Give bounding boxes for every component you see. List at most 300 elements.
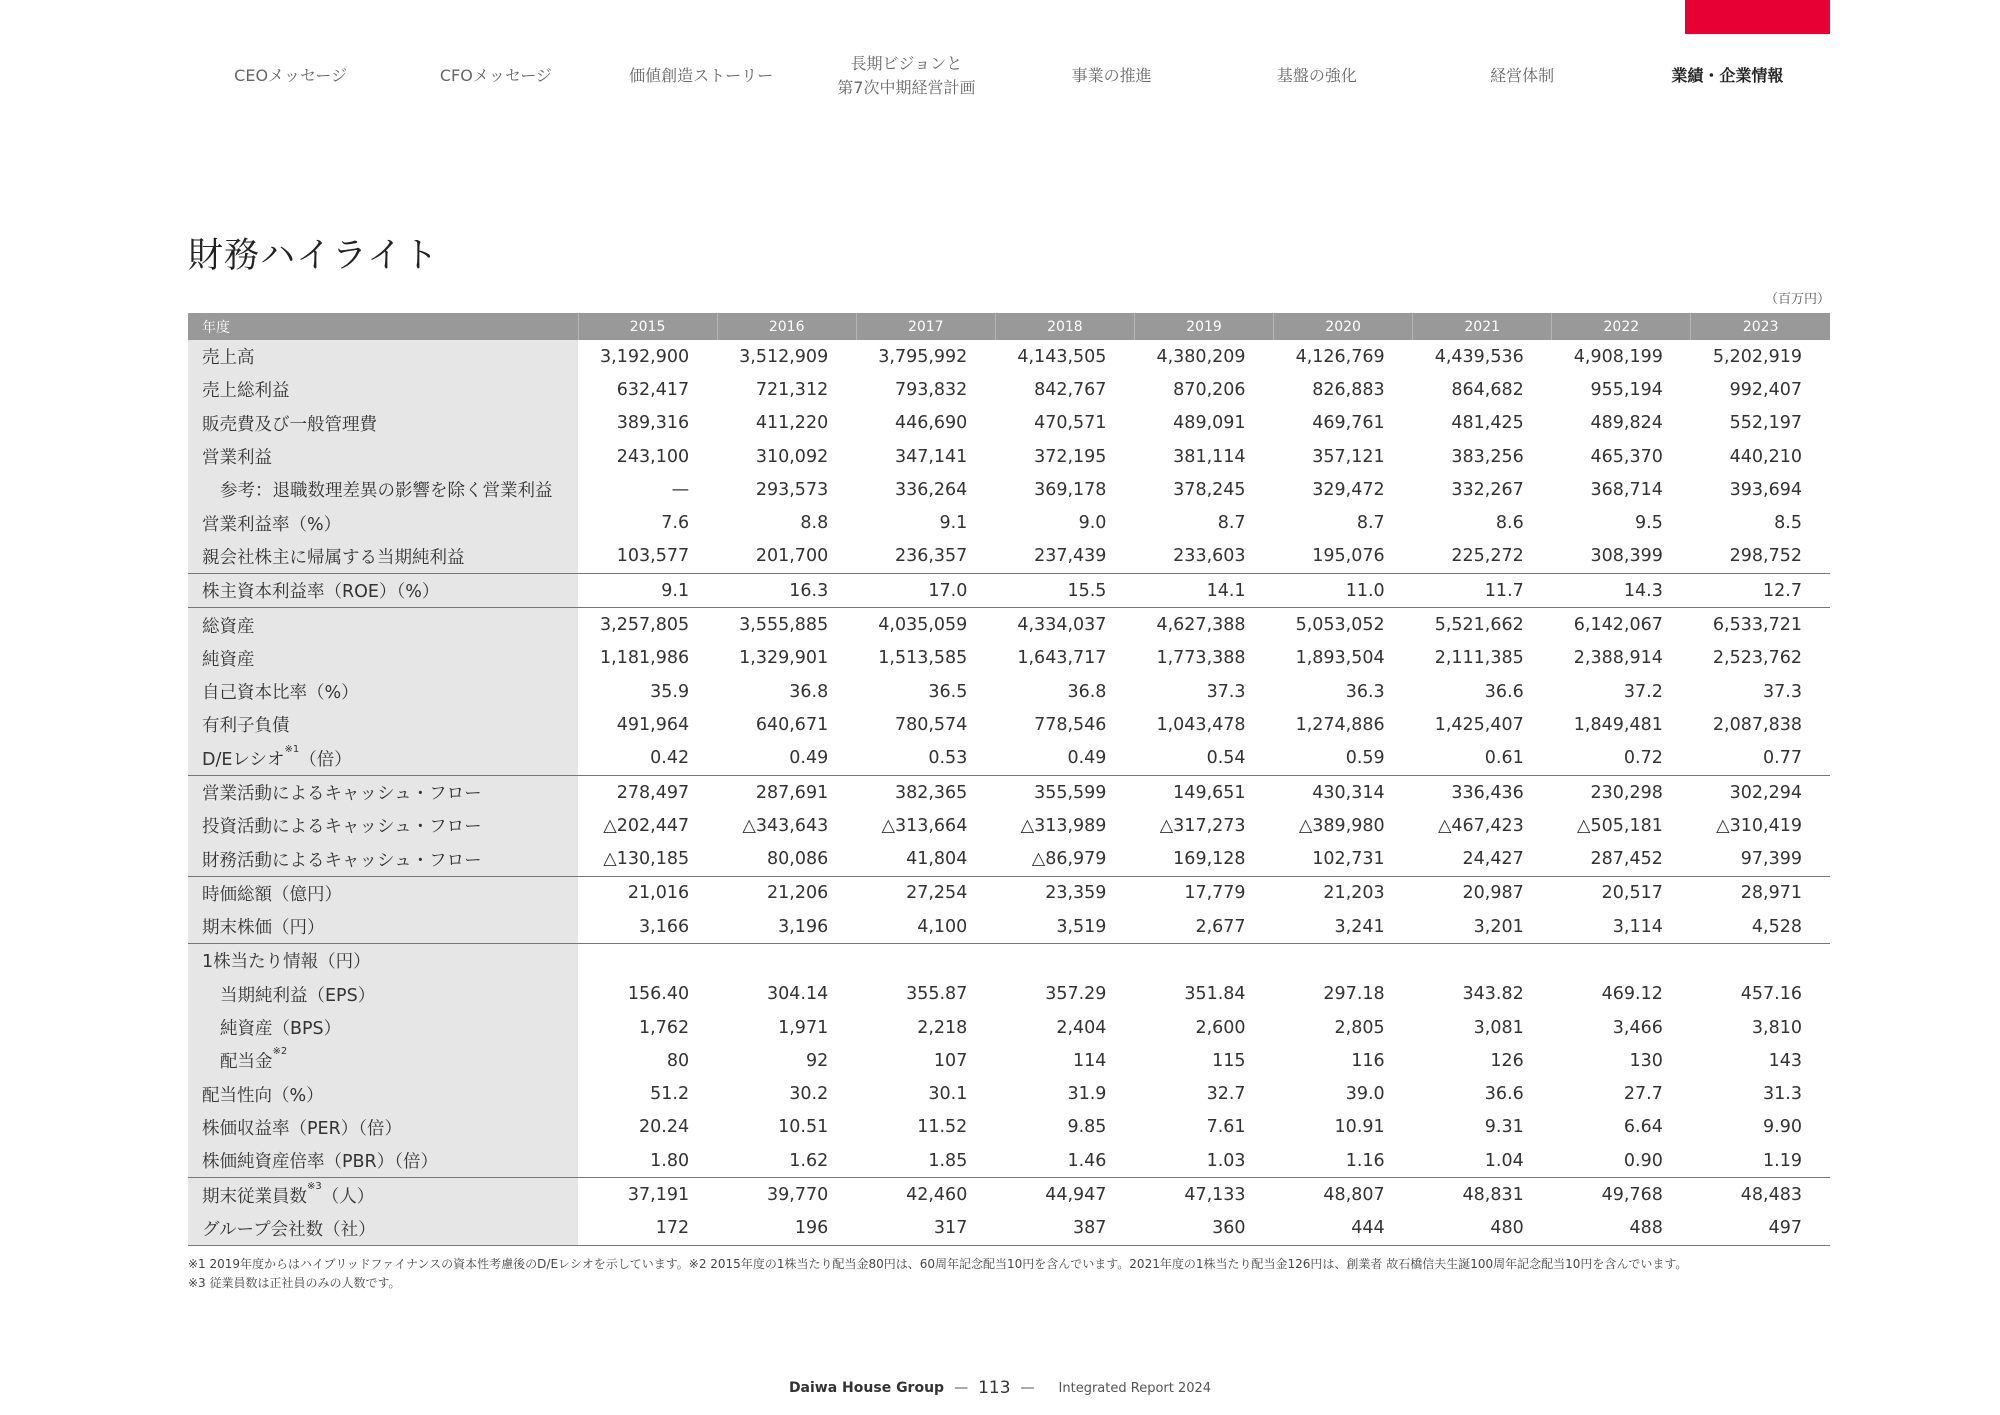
table-cell: 3,201 [1413, 910, 1552, 944]
table-row [188, 1178, 1830, 1212]
table-cell: 381,114 [1173, 446, 1246, 467]
table-cell: 355,599 [1034, 782, 1107, 803]
footer-brand: Daiwa House Group [788, 1380, 945, 1396]
table-cell: 992,407 [1729, 379, 1802, 400]
table-cell: 497 [1691, 1212, 1830, 1246]
table-cell: 9.90 [1763, 1117, 1802, 1138]
table-cell: 21,016 [627, 883, 690, 904]
table-row [188, 407, 1830, 440]
table-cell: 35.9 [650, 681, 690, 702]
table-cell: 7.61 [1206, 1117, 1246, 1138]
table-cell: 369,178 [1034, 479, 1107, 500]
table-cell: 36.6 [1484, 681, 1524, 702]
nav-item-2[interactable]: CFOメッセージ [439, 66, 552, 85]
table-cell: 36.6 [1484, 1084, 1524, 1105]
header-year: 2017 [856, 313, 995, 340]
row-label-text: 財務活動によるキャッシュ・フロー [202, 850, 482, 871]
table-cell: 12.7 [1691, 574, 1830, 608]
table-cell: 278,497 [616, 782, 690, 803]
table-cell: 0.42 [578, 742, 717, 776]
row-label-text: 純資産（BPS） [220, 1019, 342, 1040]
table-cell: 302,294 [1729, 782, 1802, 803]
table-cell: 351.84 [1184, 984, 1246, 1005]
row-label [188, 876, 578, 910]
table-cell: 1,425,407 [1434, 714, 1524, 735]
table-cell: 30.2 [789, 1084, 829, 1105]
table-cell: 114 [1073, 1050, 1107, 1071]
table-cell: 11.7 [1413, 574, 1552, 608]
row-label [188, 809, 578, 842]
table-cell: 329,472 [1312, 479, 1385, 500]
table-cell: 3,081 [1473, 1017, 1524, 1038]
table-cell: 1,643,717 [1017, 648, 1107, 669]
table-cell: 3,192,900 [600, 346, 690, 367]
table-cell: 1,849,481 [1573, 714, 1663, 735]
table-cell: 20,987 [1462, 883, 1524, 904]
header-year: 2022 [1552, 313, 1691, 340]
table-cell: 470,571 [1034, 413, 1107, 434]
row-label-text: 親会社株主に帰属する当期純利益 [202, 547, 465, 568]
table-cell: 336,264 [894, 479, 968, 500]
table-cell: 27.7 [1623, 1084, 1663, 1105]
table-cell: 430,314 [1312, 782, 1385, 803]
table-cell: 640,671 [755, 714, 829, 735]
table-row [188, 1011, 1830, 1044]
header-year: 2019 [1134, 313, 1273, 340]
row-label-text: 参考：退職数理差異の影響を除く営業利益 [220, 481, 553, 502]
footnote-1: ※1 2019年度からはハイブリッドファイナンスの資本性考慮後のD/Eレシオを示しています。※2 2015年度の1株当たり配当金80円は、60周年記念配当10円を含んでいます。2021年度の1株当たり配当金126円は、創業者 故石橋信夫生誕100周年記念配当10円を含んでいます。 [188, 1257, 1688, 1271]
header-year: 2018 [995, 313, 1134, 340]
table-cell: 196 [717, 1212, 856, 1246]
table-cell [1413, 944, 1552, 978]
table-cell: 2,600 [1195, 1017, 1246, 1038]
row-label [188, 642, 578, 675]
row-label-text: 期末株価（円） [202, 918, 325, 939]
row-label-text: 株価収益率（PER）（倍） [202, 1118, 403, 1139]
table-cell: 308,399 [1552, 540, 1691, 574]
table-cell: 2,677 [1134, 910, 1273, 944]
table-cell: 2,805 [1334, 1017, 1385, 1038]
row-label [188, 473, 578, 506]
table-cell [1134, 944, 1273, 978]
table-cell: 469.12 [1601, 984, 1663, 1005]
table-cell: 1,043,478 [1156, 714, 1246, 735]
table-row [188, 708, 1830, 741]
table-cell: 156.40 [627, 984, 690, 1005]
table-cell: 130 [1629, 1050, 1663, 1071]
nav-item-1[interactable]: CEOメッセージ [234, 66, 348, 85]
table-cell: 411,220 [755, 413, 829, 434]
table-cell: 4,627,388 [1156, 615, 1246, 636]
table-row [188, 809, 1830, 842]
table-cell: 36.8 [1067, 681, 1107, 702]
table-cell: 102,731 [1274, 842, 1413, 876]
table-cell: 49,768 [1601, 1185, 1663, 1206]
table-cell: 126 [1490, 1050, 1524, 1071]
table-cell: 4,908,199 [1573, 346, 1663, 367]
table-cell: 444 [1274, 1212, 1413, 1246]
table-cell: 955,194 [1590, 379, 1663, 400]
table-cell: 389,316 [616, 413, 690, 434]
table-cell: 457.16 [1740, 984, 1802, 1005]
table-cell: 8.5 [1774, 513, 1802, 534]
table-cell: 8.8 [800, 513, 829, 534]
table-cell: △310,419 [1716, 815, 1802, 836]
table-cell: △467,423 [1437, 815, 1524, 836]
table-cell: 8.7 [1217, 513, 1246, 534]
row-label [188, 978, 578, 1011]
table-cell: 336,436 [1451, 782, 1524, 803]
table-cell: 1,181,986 [600, 648, 690, 669]
table-cell: 30.1 [928, 1084, 968, 1105]
table-cell: 778,546 [1034, 714, 1107, 735]
table-row [188, 574, 1830, 608]
table-cell: 1,329,901 [739, 648, 829, 669]
table-cell: 3,795,992 [878, 346, 968, 367]
row-label-text: 有利子負債 [202, 716, 290, 737]
table-cell: 0.53 [856, 742, 995, 776]
table-cell: 4,439,536 [1434, 346, 1524, 367]
table-row [188, 373, 1830, 406]
table-cell: 143 [1768, 1050, 1802, 1071]
table-cell: 1.19 [1691, 1144, 1830, 1178]
table-cell: 387 [995, 1212, 1134, 1246]
table-cell: 293,573 [755, 479, 829, 500]
row-label-text: 配当性向（%） [202, 1085, 324, 1106]
table-cell: 48,831 [1462, 1185, 1524, 1206]
table-cell: 1,762 [639, 1017, 690, 1038]
table-cell: 7.6 [661, 513, 690, 534]
table-cell: 552,197 [1729, 413, 1802, 434]
table-cell: 6,142,067 [1573, 615, 1663, 636]
footnote-marker: ※2 [272, 1046, 288, 1058]
table-cell: 6.64 [1623, 1117, 1663, 1138]
table-cell: 780,574 [894, 714, 968, 735]
table-cell: 382,365 [894, 782, 968, 803]
table-row [188, 642, 1830, 675]
table-cell: 1.85 [856, 1144, 995, 1178]
row-label [188, 842, 578, 876]
table-cell: 17.0 [856, 574, 995, 608]
table-row [188, 340, 1830, 373]
table-cell: 465,370 [1590, 446, 1663, 467]
row-label [188, 1178, 578, 1212]
table-cell: 8.6 [1495, 513, 1524, 534]
nav-item-5[interactable]: 事業の推進 [1071, 66, 1152, 85]
table-cell [578, 944, 717, 978]
table-cell: 80 [666, 1050, 690, 1071]
row-label [188, 608, 578, 642]
table-cell: 489,824 [1590, 413, 1663, 434]
row-label [188, 910, 578, 944]
table-cell: 10.51 [778, 1117, 829, 1138]
table-cell: 355.87 [906, 984, 968, 1005]
row-label [188, 1111, 578, 1144]
table-cell: 3,512,909 [739, 346, 829, 367]
table-cell: 3,810 [1751, 1017, 1802, 1038]
table-cell: 440,210 [1729, 446, 1802, 467]
table-cell: 31.9 [1067, 1084, 1107, 1105]
table-cell: 3,241 [1274, 910, 1413, 944]
table-cell: 310,092 [755, 446, 829, 467]
table-row [188, 540, 1830, 574]
table-cell: 169,128 [1134, 842, 1273, 876]
table-cell: 304.14 [766, 984, 829, 1005]
table-cell: 36.5 [928, 681, 968, 702]
row-label-text: 売上総利益 [202, 381, 290, 402]
row-label-text: 1株当たり情報（円） [202, 952, 371, 973]
table-cell: 2,087,838 [1712, 714, 1802, 735]
table-cell: 317 [856, 1212, 995, 1246]
row-label [188, 574, 578, 608]
nav-item-3[interactable]: 価値創造ストーリー [629, 66, 774, 85]
table-cell: 9.85 [1067, 1117, 1107, 1138]
table-cell: 0.49 [717, 742, 856, 776]
table-cell: 16.3 [717, 574, 856, 608]
table-cell: 9.1 [939, 513, 968, 534]
table-cell: 3,519 [995, 910, 1134, 944]
table-cell: 8.7 [1356, 513, 1385, 534]
table-row [188, 608, 1830, 642]
table-cell: 4,126,769 [1295, 346, 1385, 367]
table-cell: 149,651 [1173, 782, 1246, 803]
table-cell: 3,257,805 [600, 615, 690, 636]
row-label-text: 投資活動によるキャッシュ・フロー [202, 817, 482, 838]
table-cell: 243,100 [616, 446, 690, 467]
row-label-text: 営業活動によるキャッシュ・フロー [202, 784, 482, 804]
table-cell: 9.1 [578, 574, 717, 608]
table-cell: 36.8 [789, 681, 829, 702]
row-label [188, 742, 578, 776]
table-cell: 864,682 [1451, 379, 1524, 400]
financial-highlights-table [188, 313, 1830, 1246]
header-year: 2015 [578, 313, 717, 340]
table-cell: 372,195 [1034, 446, 1107, 467]
table-cell: 116 [1351, 1050, 1385, 1071]
table-row [188, 1078, 1830, 1111]
row-label-text: 営業利益率（%） [202, 514, 342, 535]
table-cell: 172 [578, 1212, 717, 1246]
header-year: 2023 [1691, 313, 1830, 340]
table-cell: 230,298 [1590, 782, 1663, 803]
table-cell: 237,439 [995, 540, 1134, 574]
table-cell: 357,121 [1312, 446, 1385, 467]
table-cell: 20.24 [639, 1117, 690, 1138]
table-cell: 42,460 [906, 1185, 968, 1206]
table-cell: 1.80 [578, 1144, 717, 1178]
table-cell: 1.46 [995, 1144, 1134, 1178]
table-cell: 469,761 [1312, 413, 1385, 434]
table-cell: 3,166 [578, 910, 717, 944]
footnotes [188, 1255, 1888, 1293]
nav-item-6[interactable]: 基盤の強化 [1276, 66, 1357, 85]
table-cell: 393,694 [1729, 479, 1802, 500]
row-label [188, 708, 578, 741]
table-cell: 39.0 [1345, 1084, 1385, 1105]
table-cell: 287,691 [755, 782, 829, 803]
table-cell: 0.54 [1134, 742, 1273, 776]
row-label-text: 純資産 [202, 649, 255, 670]
table-cell: 23,359 [1045, 883, 1107, 904]
row-label-suffix: （倍） [299, 749, 352, 770]
table-cell: 298,752 [1691, 540, 1830, 574]
table-cell: 343.82 [1462, 984, 1524, 1005]
table-row [188, 1212, 1830, 1246]
table-cell: 36.3 [1345, 681, 1385, 702]
row-label [188, 1144, 578, 1178]
table-cell: △343,643 [742, 815, 829, 836]
table-cell: 6,533,721 [1712, 615, 1802, 636]
table-row [188, 978, 1830, 1011]
row-label [188, 373, 578, 406]
table-cell: 28,971 [1740, 883, 1802, 904]
table-cell: 2,523,762 [1712, 648, 1802, 669]
table-cell: 793,832 [894, 379, 968, 400]
row-label [188, 340, 578, 373]
table-cell: 4,528 [1691, 910, 1830, 944]
footnote-marker: ※3 [307, 1180, 322, 1192]
row-label-text: 株主資本利益率（ROE）（%） [202, 582, 440, 603]
table-cell: 480 [1413, 1212, 1552, 1246]
table-cell: 3,114 [1552, 910, 1691, 944]
table-cell [1274, 944, 1413, 978]
table-cell: 4,334,037 [1017, 615, 1107, 636]
row-label [188, 1078, 578, 1111]
table-cell: 5,202,919 [1712, 346, 1802, 367]
table-cell: 20,517 [1601, 883, 1663, 904]
row-label-text: 時価総額（億円） [202, 884, 342, 905]
table-cell: 11.0 [1274, 574, 1413, 608]
table-cell [1552, 944, 1691, 978]
table-cell: 1.04 [1413, 1144, 1552, 1178]
header-year-label: 年度 [188, 313, 578, 340]
table-cell: 4,035,059 [878, 615, 968, 636]
row-label-text: D/Eレシオ [202, 749, 285, 770]
table-cell: 37,191 [627, 1185, 690, 1206]
table-cell: 2,218 [917, 1017, 968, 1038]
table-cell: 378,245 [1173, 479, 1246, 500]
table-cell: 5,521,662 [1434, 615, 1524, 636]
accent-bar [1685, 0, 1830, 34]
table-cell: 1.03 [1134, 1144, 1273, 1178]
table-cell: 9.5 [1635, 513, 1663, 534]
row-label-text: 売上高 [202, 348, 255, 369]
table-cell: 24,427 [1413, 842, 1552, 876]
table-row [188, 1111, 1830, 1144]
table-cell: 15.5 [995, 574, 1134, 608]
table-row [188, 944, 1830, 978]
table-cell [717, 944, 856, 978]
row-label [188, 944, 578, 978]
table-cell: 1,513,585 [878, 648, 968, 669]
table-row [188, 842, 1830, 876]
table-cell: 332,267 [1451, 479, 1524, 500]
table-cell: 488 [1552, 1212, 1691, 1246]
table-cell: 2,111,385 [1434, 648, 1524, 669]
table-header-row [188, 313, 1830, 340]
unit-label: （百万円） [1764, 292, 1830, 307]
table-cell: 47,133 [1184, 1185, 1246, 1206]
table-cell: 31.3 [1763, 1084, 1802, 1105]
table-cell: 1,893,504 [1295, 648, 1385, 669]
table-cell: △202,447 [603, 815, 690, 836]
table-cell: 368,714 [1590, 479, 1663, 500]
table-cell: 2,388,914 [1573, 648, 1663, 669]
row-label-text: 総資産 [202, 616, 255, 637]
table-row [188, 742, 1830, 776]
table-cell: △389,980 [1298, 815, 1385, 836]
table-cell: 201,700 [717, 540, 856, 574]
table-cell: 491,964 [616, 714, 690, 735]
table-cell: 287,452 [1552, 842, 1691, 876]
row-label-text: 当期純利益（EPS） [220, 985, 376, 1006]
page-number: 113 [978, 1378, 1011, 1398]
table-cell: 233,603 [1134, 540, 1273, 574]
table-cell: 1,274,886 [1295, 714, 1385, 735]
table-cell: 826,883 [1312, 379, 1385, 400]
table-cell: 115 [1212, 1050, 1246, 1071]
header-year: 2021 [1413, 313, 1552, 340]
table-cell: 4,380,209 [1156, 346, 1246, 367]
row-label [188, 540, 578, 574]
table-cell: 489,091 [1173, 413, 1246, 434]
row-label [188, 1212, 578, 1246]
table-cell: △505,181 [1577, 815, 1663, 836]
row-label-text: 期末従業員数 [202, 1186, 307, 1207]
table-cell [856, 944, 995, 978]
table-cell: △130,185 [578, 842, 717, 876]
table-cell: 37.3 [1206, 681, 1246, 702]
table-cell: 481,425 [1451, 413, 1524, 434]
row-label-text: 株価純資産倍率（PBR）（倍） [202, 1152, 438, 1173]
row-label-text: グループ会社数（社） [202, 1219, 376, 1240]
nav-item-4[interactable]: 長期ビジョンと 第7次中期経営計画 [837, 54, 976, 97]
table-cell: 92 [805, 1050, 829, 1071]
row-label [188, 775, 578, 809]
nav-item-7[interactable]: 経営体制 [1490, 66, 1555, 85]
table-cell: 870,206 [1173, 379, 1246, 400]
footer-dash-right: — [1020, 1380, 1035, 1396]
page-title: 財務ハイライト [188, 236, 439, 276]
table-cell: 44,947 [1045, 1185, 1107, 1206]
table-cell: 11.52 [917, 1117, 968, 1138]
table-cell: 0.61 [1413, 742, 1552, 776]
table-cell: 21,203 [1323, 883, 1385, 904]
table-cell: 1,773,388 [1156, 648, 1246, 669]
table-cell: 48,807 [1323, 1185, 1385, 1206]
footnote-marker: ※1 [284, 743, 300, 755]
table-cell: 17,779 [1184, 883, 1246, 904]
table-cell: 3,466 [1612, 1017, 1663, 1038]
footer-dash-left: — [954, 1380, 969, 1396]
table-cell: 842,767 [1034, 379, 1107, 400]
table-cell: 48,483 [1740, 1185, 1802, 1206]
row-label-text: 自己資本比率（%） [202, 683, 359, 704]
page-footer [0, 1378, 2000, 1398]
footer-report-title: Integrated Report 2024 [1058, 1380, 1212, 1396]
table-cell: 107 [933, 1050, 968, 1071]
nav-item-8[interactable]: 業績・企業情報 [1671, 66, 1784, 85]
table-cell: 103,577 [578, 540, 717, 574]
table-cell: 39,770 [766, 1185, 829, 1206]
table-cell: 0.49 [995, 742, 1134, 776]
row-label [188, 1044, 578, 1077]
table-cell: 97,399 [1691, 842, 1830, 876]
table-cell: 3,196 [717, 910, 856, 944]
table-cell: △313,989 [1020, 815, 1107, 836]
table-cell: 721,312 [755, 379, 829, 400]
table-cell: 347,141 [894, 446, 968, 467]
